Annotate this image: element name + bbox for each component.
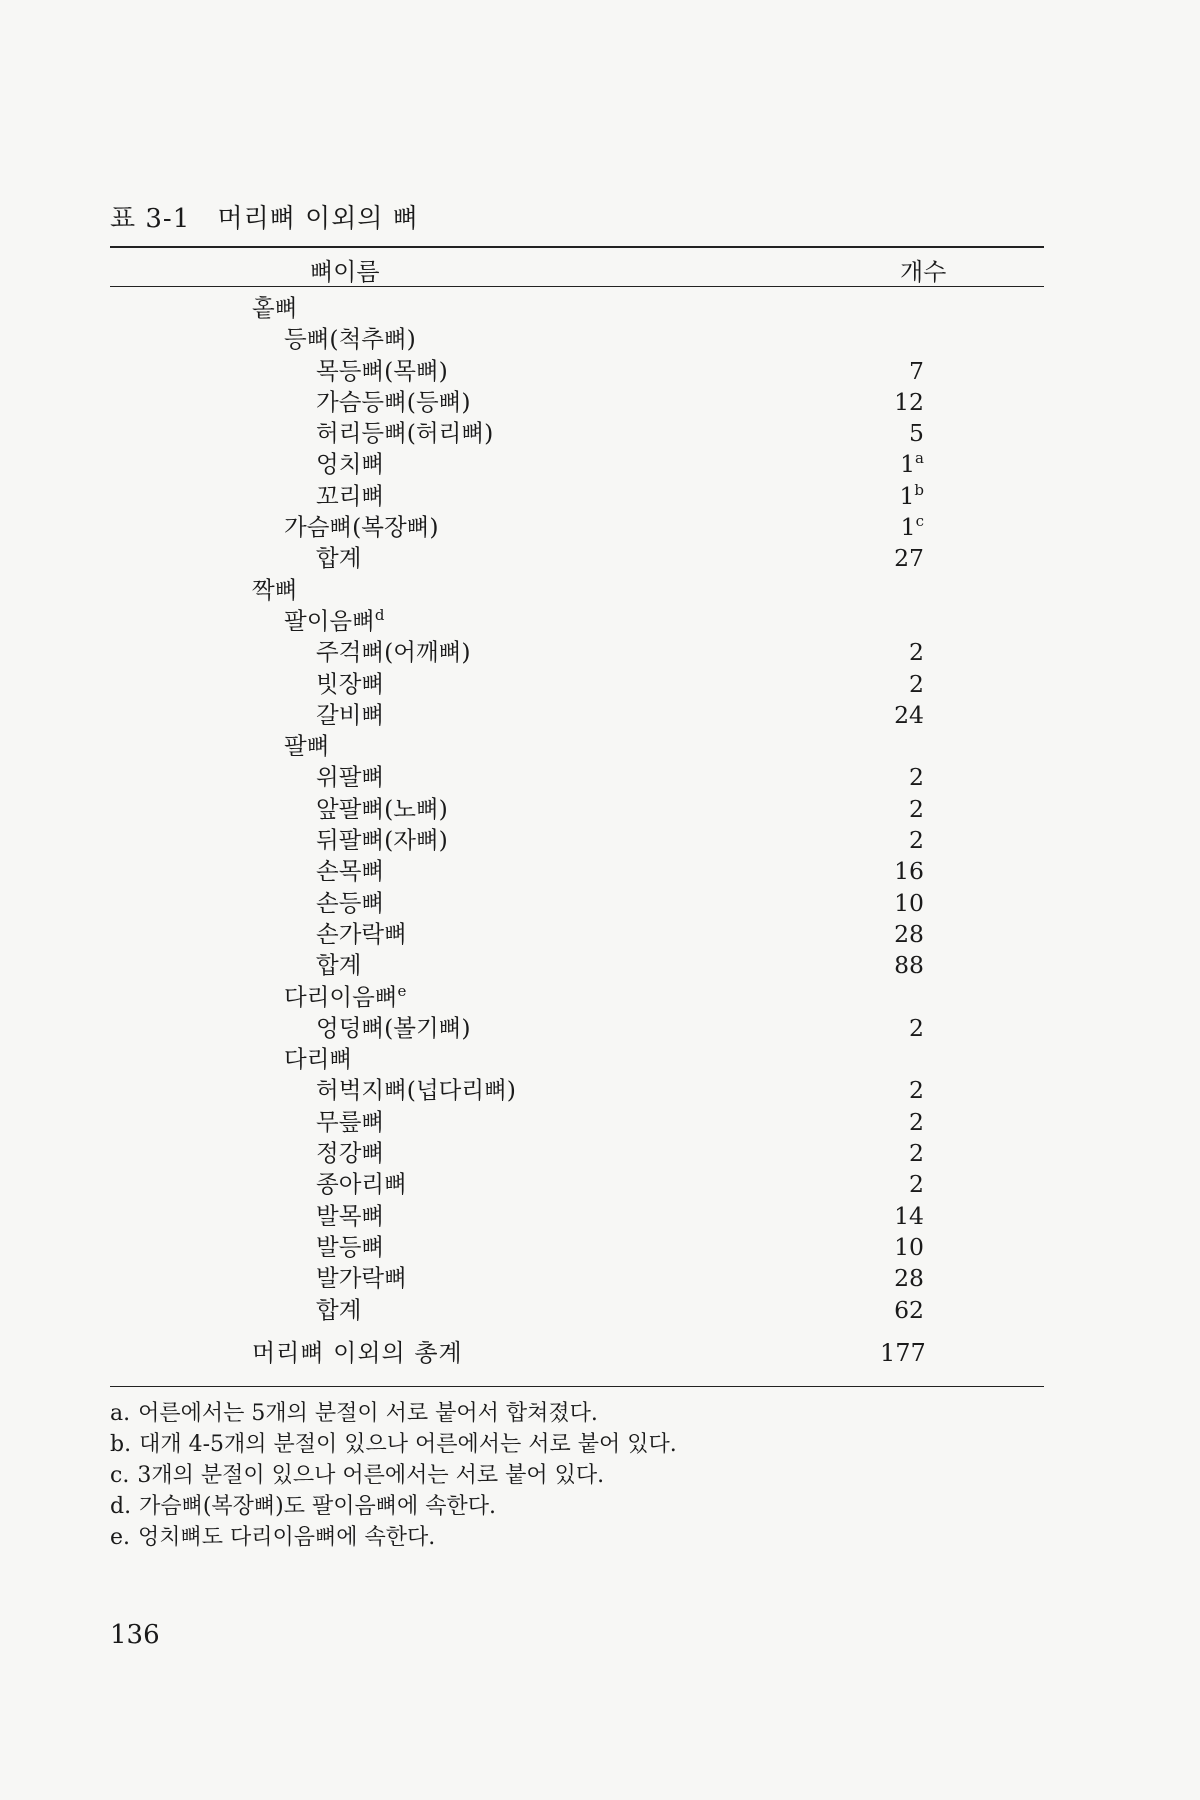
table-row	[0, 293, 1200, 324]
table-row	[0, 856, 1200, 887]
bone-name	[316, 543, 361, 574]
bone-count	[880, 1013, 924, 1044]
footnote	[110, 1429, 1044, 1460]
footnote-mark: e.	[110, 1525, 131, 1550]
bone-name	[316, 856, 384, 887]
table-row	[0, 606, 1200, 637]
bone-name-text: 허벅지뼈(넙다리뼈)	[316, 1076, 516, 1105]
table-row	[0, 512, 1200, 543]
bone-count	[880, 387, 924, 418]
bone-name	[316, 356, 448, 387]
bone-name	[284, 731, 329, 762]
bone-count-value: 2	[909, 1013, 924, 1042]
bone-count-value: 2	[909, 669, 924, 698]
bone-count	[880, 1201, 924, 1232]
table-caption	[110, 198, 419, 235]
table-row	[0, 637, 1200, 668]
bone-name-text: 종아리뼈	[316, 1170, 407, 1199]
bone-name-text: 앞팔뼈(노뼈)	[316, 794, 448, 823]
bone-name	[284, 512, 439, 543]
bone-count	[880, 481, 924, 512]
footnote	[110, 1398, 1044, 1429]
bone-name	[316, 1075, 516, 1106]
bone-count-value: 2	[909, 826, 924, 855]
table-row	[0, 1201, 1200, 1232]
bone-count	[880, 919, 924, 950]
bone-count-value: 7	[909, 356, 924, 385]
bone-name-text: 빗장뼈	[316, 669, 385, 698]
bone-name	[316, 1013, 471, 1044]
bone-name	[316, 950, 361, 981]
bone-name-text: 갈비뼈	[316, 700, 385, 729]
bone-count-value: 28	[894, 1264, 924, 1293]
table-row	[0, 919, 1200, 950]
bone-name-text: 위팔뼈	[316, 763, 385, 792]
footnote-marker: e	[397, 981, 407, 1000]
bone-name-text: 가슴뼈(복장뼈)	[284, 513, 439, 542]
table-row	[0, 950, 1200, 981]
bone-count-value: 27	[894, 544, 924, 573]
table-row	[0, 387, 1200, 418]
table-row	[0, 1263, 1200, 1294]
bone-name	[252, 575, 297, 606]
bone-name-text: 합계	[316, 544, 362, 573]
bone-count-value: 88	[894, 951, 924, 980]
table-body	[0, 293, 1200, 1326]
bone-name-text: 뒤팔뼈(자뼈)	[316, 826, 448, 855]
bone-name	[316, 762, 384, 793]
column-header-name: 뼈이름	[310, 258, 380, 286]
bone-name	[316, 1169, 407, 1200]
bone-count-value: 2	[909, 638, 924, 667]
bone-name	[284, 1044, 352, 1075]
table-row	[0, 1232, 1200, 1263]
bone-name	[316, 919, 407, 950]
footnote-mark: b.	[110, 1432, 132, 1457]
bone-name-text: 엉치뼈	[316, 450, 385, 479]
bone-count-value: 2	[909, 1139, 924, 1168]
bone-count	[880, 1107, 924, 1138]
footnote-marker: b	[914, 480, 924, 499]
bone-name-text: 다리뼈	[284, 1045, 353, 1074]
bone-count-value: 2	[909, 794, 924, 823]
table-row	[0, 794, 1200, 825]
bone-name-text: 팔뼈	[284, 732, 330, 761]
bone-count	[880, 888, 924, 919]
footnote-marker: a	[915, 449, 924, 468]
bone-name	[316, 794, 448, 825]
table-title: 머리뼈 이외의 뼈	[217, 204, 419, 234]
bone-name	[252, 293, 297, 324]
table-row	[0, 543, 1200, 574]
footnote	[110, 1491, 1044, 1522]
bone-count	[880, 762, 924, 793]
bone-count-value: 62	[894, 1295, 924, 1324]
bone-count	[880, 1138, 924, 1169]
bone-count-value: 2	[909, 1076, 924, 1105]
bone-name-text: 발목뼈	[316, 1201, 385, 1230]
bone-name-text: 팔이음뼈	[284, 606, 375, 635]
grand-total-count: 177	[880, 1339, 926, 1367]
bone-name-text: 엉덩뼈(볼기뼈)	[316, 1013, 471, 1042]
bone-name	[316, 1295, 361, 1326]
footnote-text: 대개 4-5개의 분절이 있으나 어른에서는 서로 붙어 있다.	[139, 1432, 677, 1457]
table-row	[0, 1013, 1200, 1044]
table-row	[0, 1044, 1200, 1075]
footnote	[110, 1522, 1044, 1553]
bone-count	[880, 1232, 924, 1263]
bone-name	[284, 606, 384, 637]
bone-count-value: 24	[894, 700, 924, 729]
bone-count	[880, 512, 924, 543]
bone-name	[316, 418, 493, 449]
footnote-text: 가슴뼈(복장뼈)도 팔이음뼈에 속한다.	[139, 1494, 497, 1519]
bone-count	[880, 794, 924, 825]
bone-name-text: 가슴등뼈(등뼈)	[316, 387, 471, 416]
footnote	[110, 1460, 1044, 1491]
footnote-text: 엉치뼈도 다리이음뼈에 속한다.	[138, 1525, 436, 1550]
footnote-mark: d.	[110, 1494, 132, 1519]
table-row	[0, 356, 1200, 387]
bone-count	[880, 1075, 924, 1106]
bone-count-value: 12	[894, 387, 924, 416]
bone-name	[316, 1201, 384, 1232]
bone-name-text: 발가락뼈	[316, 1264, 407, 1293]
table-header-rule	[110, 286, 1044, 287]
bone-count-value: 10	[894, 888, 924, 917]
bone-count-value: 1	[899, 481, 915, 510]
bone-count-value: 14	[894, 1201, 924, 1230]
table-row	[0, 762, 1200, 793]
grand-total-row	[0, 1336, 1200, 1370]
bone-name	[316, 387, 471, 418]
bone-count	[880, 418, 924, 449]
bone-name-text: 꼬리뼈	[316, 481, 385, 510]
bone-count-value: 2	[909, 1107, 924, 1136]
bone-count-value: 10	[894, 1232, 924, 1261]
bone-count	[880, 356, 924, 387]
table-row	[0, 418, 1200, 449]
table-row	[0, 1107, 1200, 1138]
footnote-marker: c	[915, 512, 924, 531]
bone-count-value: 16	[894, 857, 924, 886]
bone-name	[316, 1263, 407, 1294]
bone-name-text: 다리이음뼈	[284, 982, 398, 1011]
table-top-rule	[110, 246, 1044, 248]
footnote-mark: c.	[110, 1463, 130, 1488]
bone-name-text: 합계	[316, 1295, 362, 1324]
bone-name	[316, 825, 448, 856]
bone-name-text: 짝뼈	[252, 575, 298, 604]
bone-count	[880, 825, 924, 856]
page-number: 136	[110, 1620, 160, 1650]
table-row	[0, 1075, 1200, 1106]
table-row	[0, 324, 1200, 355]
bone-name-text: 합계	[316, 951, 362, 980]
footnote-mark: a.	[110, 1401, 131, 1426]
bone-name	[316, 700, 384, 731]
bone-name-text: 주걱뼈(어깨뼈)	[316, 638, 471, 667]
table-row	[0, 825, 1200, 856]
bone-name	[316, 637, 471, 668]
bone-count	[880, 856, 924, 887]
bone-count-value: 2	[909, 1170, 924, 1199]
bone-count-value: 1	[900, 513, 916, 542]
table-row	[0, 700, 1200, 731]
table-row	[0, 449, 1200, 480]
bone-name-text: 무릎뼈	[316, 1107, 385, 1136]
footnote-marker: d	[374, 606, 385, 625]
bone-name-text: 손가락뼈	[316, 919, 407, 948]
bone-count	[880, 1263, 924, 1294]
bone-count	[880, 700, 924, 731]
table-row	[0, 982, 1200, 1013]
bone-name	[284, 324, 416, 355]
bone-name	[316, 669, 384, 700]
bone-count	[880, 1169, 924, 1200]
table-row	[0, 888, 1200, 919]
footnotes	[110, 1398, 1044, 1553]
bone-name-text: 허리등뼈(허리뼈)	[316, 419, 494, 448]
bone-count-value: 5	[909, 419, 924, 448]
bone-name-text: 정강뼈	[316, 1139, 385, 1168]
bone-name-text: 손등뼈	[316, 888, 385, 917]
table-number: 표 3-1	[110, 204, 191, 234]
table-row	[0, 669, 1200, 700]
bone-count	[880, 669, 924, 700]
bone-name	[316, 481, 384, 512]
table-row	[0, 575, 1200, 606]
footnote-text: 어른에서는 5개의 분절이 서로 붙어서 합쳐졌다.	[138, 1401, 598, 1426]
bone-count	[880, 950, 924, 981]
bone-count-value: 1	[900, 450, 916, 479]
bone-count-value: 28	[894, 919, 924, 948]
bone-count	[880, 543, 924, 574]
bone-name	[316, 1107, 384, 1138]
bone-name-text: 손목뼈	[316, 857, 385, 886]
bone-name	[316, 888, 384, 919]
bone-name	[316, 449, 384, 480]
bone-name	[316, 1138, 384, 1169]
bone-name	[284, 982, 406, 1013]
footnote-text: 3개의 분절이 있으나 어른에서는 서로 붙어 있다.	[137, 1463, 605, 1488]
bone-name-text: 목등뼈(목뼈)	[316, 356, 448, 385]
bone-count	[880, 449, 924, 480]
bone-count-value: 2	[909, 763, 924, 792]
table-row	[0, 481, 1200, 512]
column-header-count: 개수	[900, 258, 947, 286]
grand-total-label: 머리뼈 이외의 총계	[252, 1339, 463, 1367]
bone-name-text: 등뼈(척추뼈)	[284, 325, 416, 354]
table-bottom-rule	[110, 1386, 1044, 1387]
table-row	[0, 731, 1200, 762]
bone-count	[880, 637, 924, 668]
bone-count	[880, 1295, 924, 1326]
table-row	[0, 1295, 1200, 1326]
bone-name-text: 발등뼈	[316, 1232, 385, 1261]
table-row	[0, 1169, 1200, 1200]
bone-name-text: 홑뼈	[252, 294, 298, 322]
bone-name	[316, 1232, 384, 1263]
table-row	[0, 1138, 1200, 1169]
